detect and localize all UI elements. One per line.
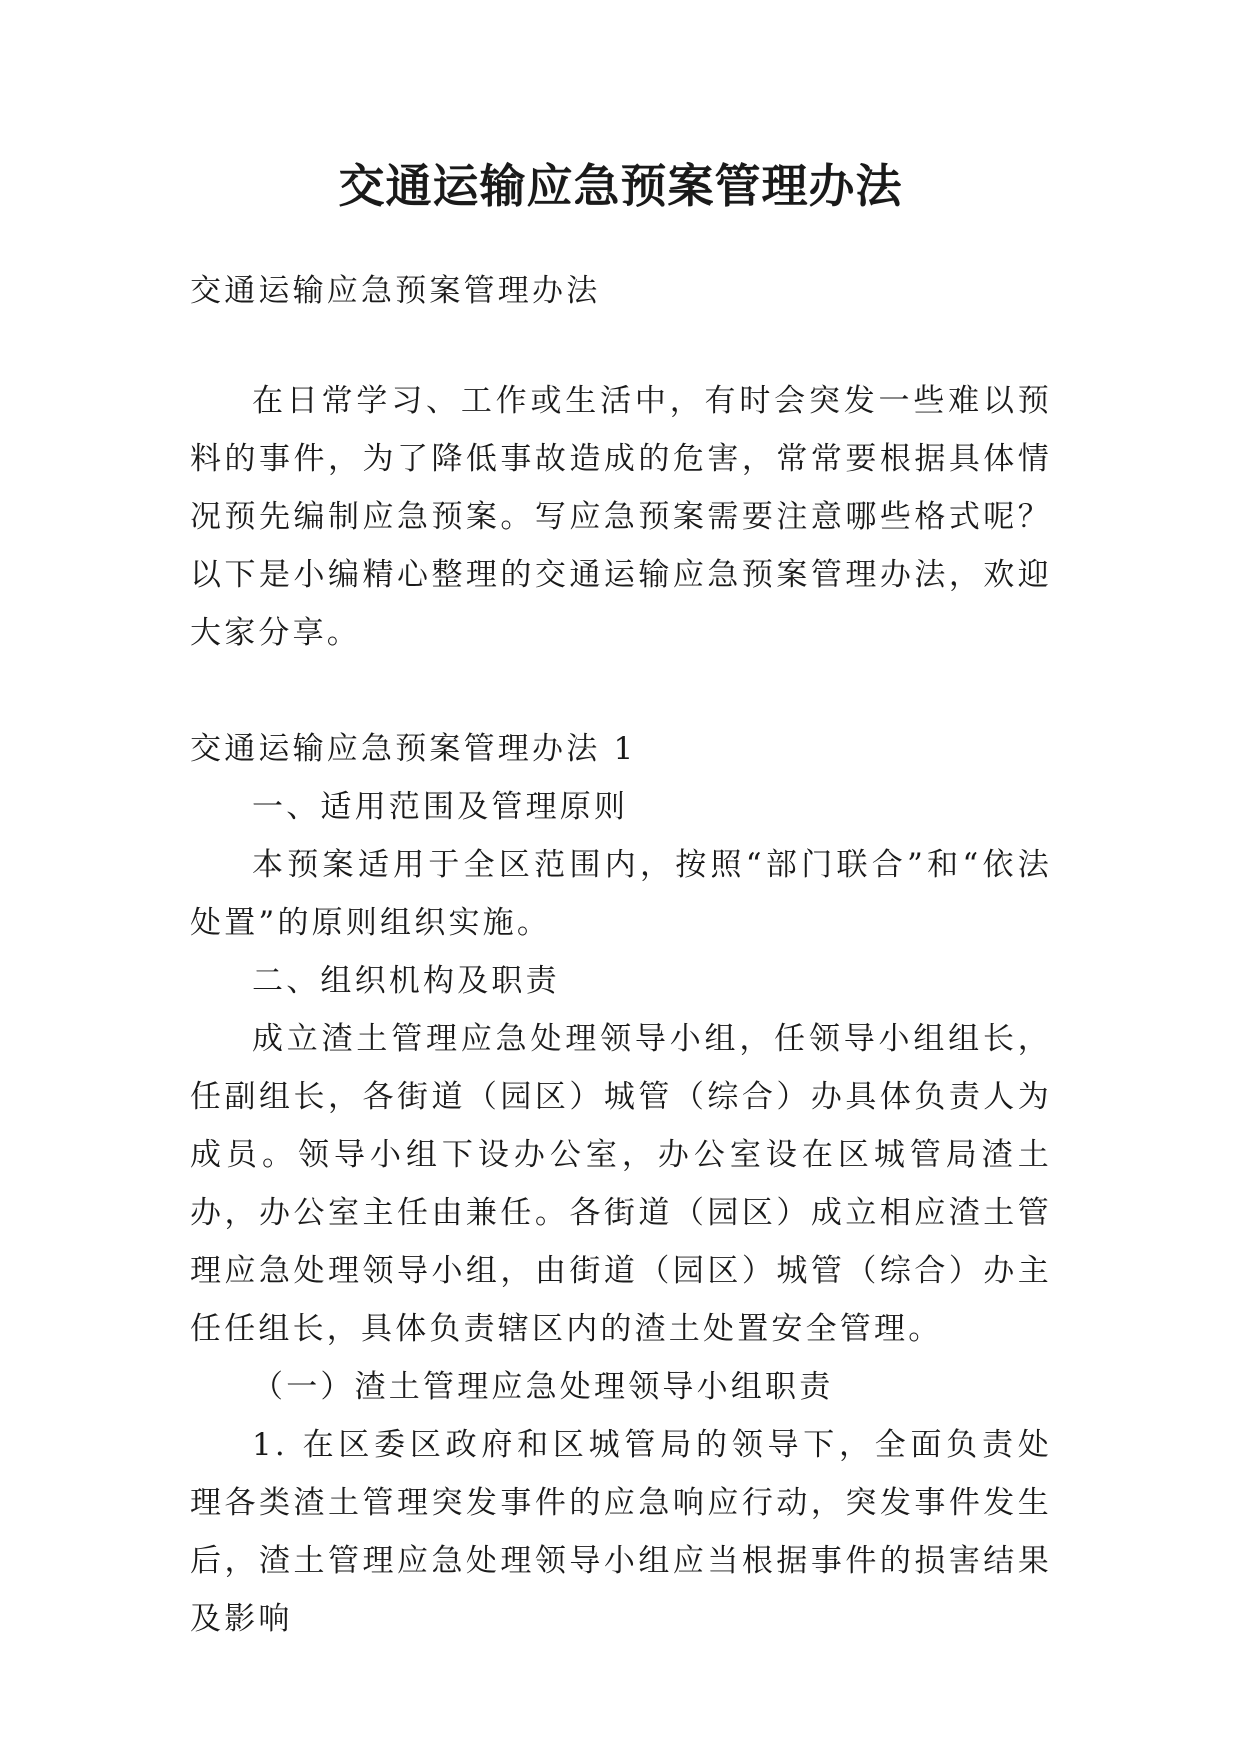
heading-scope: 一、适用范围及管理原则 — [252, 789, 629, 825]
document-subtitle: 交通运输应急预案管理办法 — [190, 273, 601, 309]
document-title: 交通运输应急预案管理办法 — [338, 159, 903, 213]
paragraph-duty-1: 1. 在区委区政府和区城管局的领导下，全面负责处理各类渣土管理突发事件的应急响应行动，突发事件发生后，渣土管理应急处理领导小组应当根据事件的损害结果及影响 — [190, 1427, 1052, 1637]
paragraph-organization: 成立渣土管理应急处理领导小组，任领导小组组长，任副组长，各街道（园区）城管（综合）办具体负责人为成员。领导小组下设办公室，办公室设在区城管局渣土办，办公室主任由兼任。各街道（园区）成立相应渣土管理应急处理领导小组，由街道（园区）城管（综合）办主任任组长，具体负责辖区内的渣土处置安全管理。 — [190, 1021, 1052, 1347]
heading-organization: 二、组织机构及职责 — [252, 963, 560, 999]
document-body — [190, 262, 1052, 1648]
intro-paragraph: 在日常学习、工作或生活中，有时会突发一些难以预料的事件，为了降低事故造成的危害，常常要根据具体情况预先编制应急预案。写应急预案需要注意哪些格式呢？以下是小编精心整理的交通运输应急预案管理办法，欢迎大家分享。 — [190, 383, 1052, 651]
section-title: 交通运输应急预案管理办法 1 — [190, 731, 637, 767]
paragraph-scope: 本预案适用于全区范围内，按照“部门联合”和“依法处置”的原则组织实施。 — [190, 847, 1052, 941]
heading-group-duties: （一）渣土管理应急处理领导小组职责 — [252, 1369, 834, 1405]
